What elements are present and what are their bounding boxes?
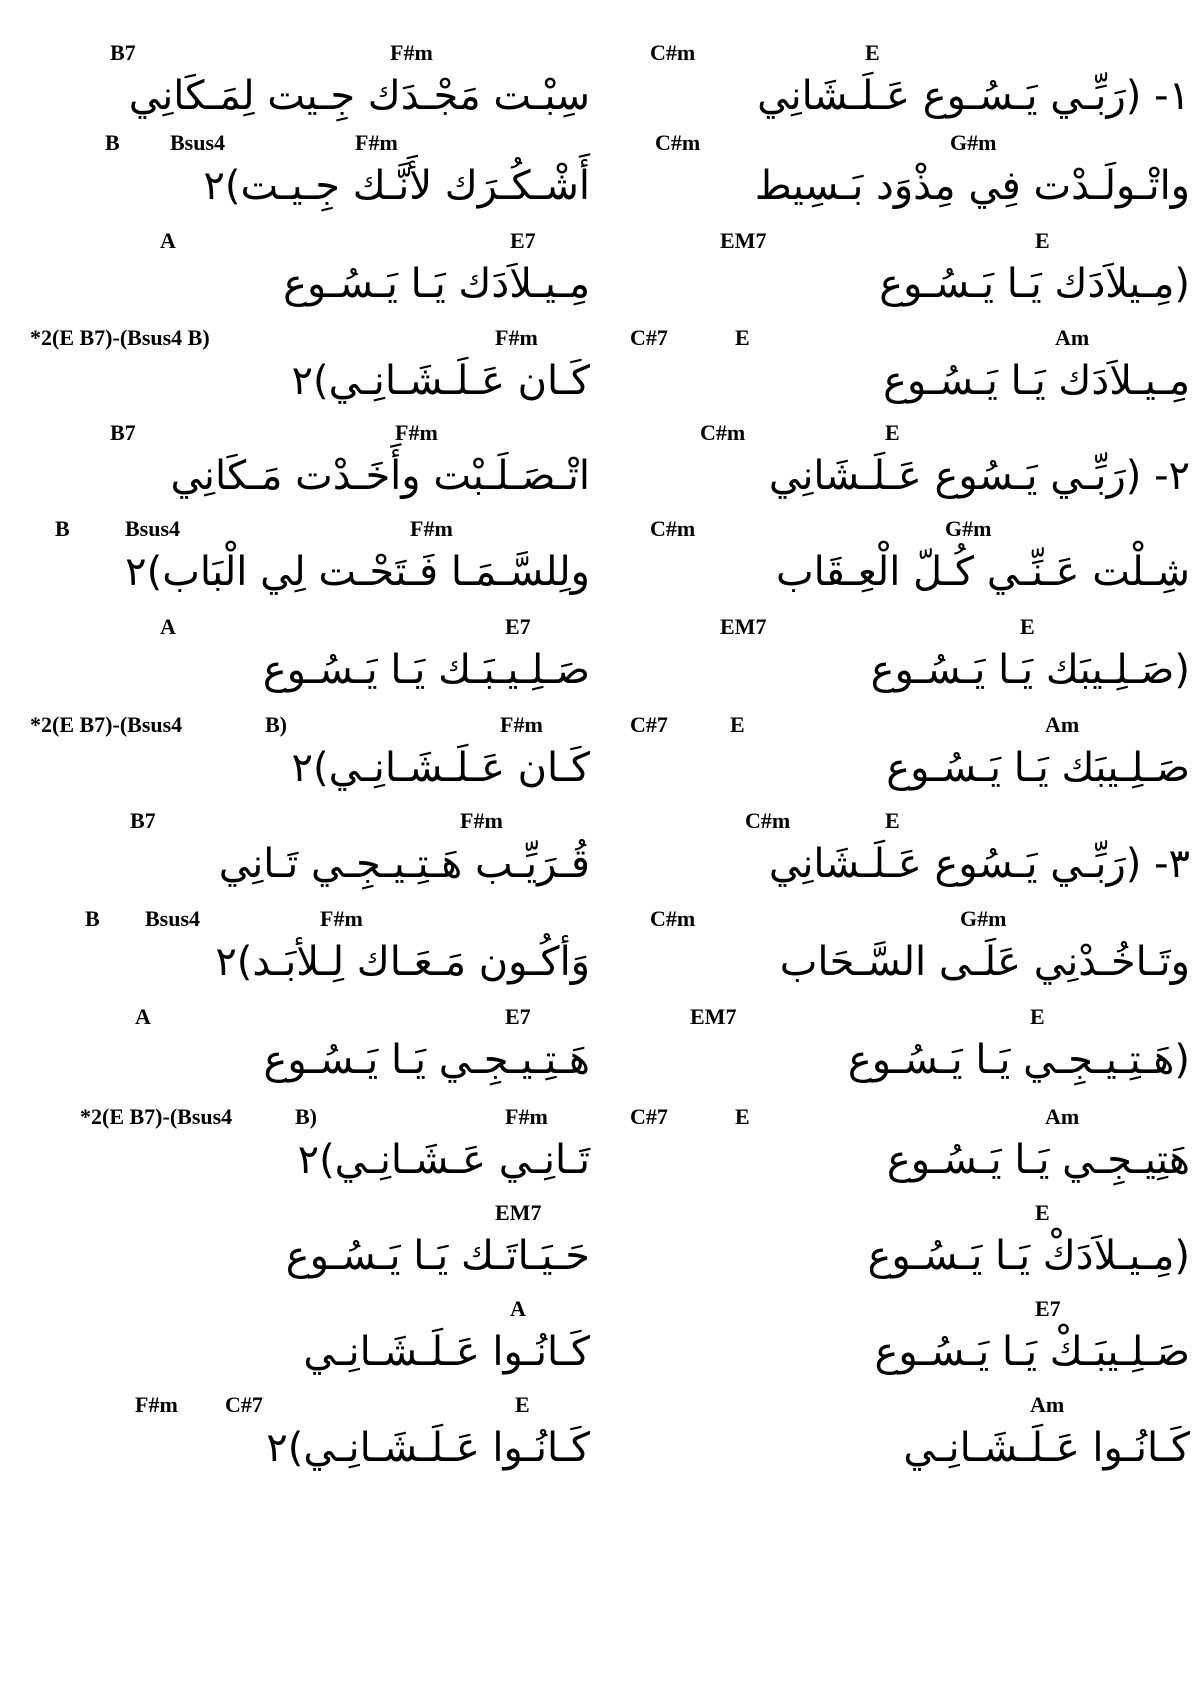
lyric-text: شِـلْت عَـنِّـي كُـلّ الْعِـقَاب bbox=[775, 549, 1190, 595]
chord-label: EM7 bbox=[495, 1200, 542, 1225]
chord-row bbox=[30, 325, 590, 355]
chord-row bbox=[630, 40, 1190, 70]
lyric-line bbox=[30, 614, 590, 704]
chord-row bbox=[630, 325, 1190, 355]
lyric-line bbox=[30, 906, 590, 996]
lyric-text: كَـانُـوا عَـلَـشَـانِـي bbox=[303, 1329, 590, 1375]
chord-label: F#m bbox=[135, 1392, 178, 1417]
lyric-line bbox=[30, 1392, 590, 1482]
chord-row bbox=[30, 1004, 590, 1034]
chord-row bbox=[630, 228, 1190, 258]
chord-label: C#m bbox=[650, 40, 696, 65]
lyric-text: قُـرَيِّـب هَـتِـيـجِـي تَـانِي bbox=[218, 841, 590, 887]
chord-label: C#m bbox=[650, 516, 696, 541]
left-column bbox=[30, 0, 590, 1691]
lyric-line bbox=[630, 712, 1190, 802]
lyric-line bbox=[630, 516, 1190, 606]
chord-label: B7 bbox=[130, 808, 156, 833]
lyric-text: (مِـيلاَدَك يَـا يَـسُـوع bbox=[879, 261, 1190, 307]
chord-label: E bbox=[515, 1392, 530, 1417]
chord-label: E bbox=[735, 1104, 750, 1129]
lyric-text: ١- (رَبِّـي يَـسُـوع عَـلَـشَانِي bbox=[757, 73, 1190, 119]
chord-label: Am bbox=[1045, 712, 1080, 737]
lyric-line bbox=[30, 130, 590, 220]
lyric-text: ٣- (رَبِّـي يَـسُوع عَـلَـشَانِي bbox=[768, 841, 1190, 887]
chord-row bbox=[30, 1296, 590, 1326]
chord-label: E bbox=[1035, 228, 1050, 253]
chord-label: F#m bbox=[410, 516, 453, 541]
chord-label: B) bbox=[295, 1104, 317, 1129]
chord-row bbox=[630, 1296, 1190, 1326]
chord-label: C#7 bbox=[630, 325, 668, 350]
chord-row bbox=[30, 40, 590, 70]
right-column bbox=[630, 0, 1190, 1691]
lyric-text: تَـانِـي عَـشَـانِـي)٢ bbox=[297, 1137, 590, 1183]
chord-row bbox=[630, 712, 1190, 742]
lyric-text: وَأكُـون مَـعَـاك لِـلأبَـد)٢ bbox=[215, 939, 590, 985]
chord-row bbox=[30, 614, 590, 644]
chord-label: E bbox=[1035, 1200, 1050, 1225]
lyric-line bbox=[630, 906, 1190, 996]
chord-label: C#m bbox=[655, 130, 701, 155]
chord-label: G#m bbox=[945, 516, 992, 541]
lyric-line bbox=[30, 712, 590, 802]
lyric-text: صَـلِـيبَـكْ يَـا يَـسُـوع bbox=[874, 1329, 1190, 1375]
chord-row bbox=[30, 516, 590, 546]
chord-label: E bbox=[1020, 614, 1035, 639]
chord-row bbox=[630, 420, 1190, 450]
lyric-text: كَـان عَـلَـشَـانِـي)٢ bbox=[291, 358, 590, 404]
chord-label: F#m bbox=[460, 808, 503, 833]
lyric-line bbox=[30, 808, 590, 898]
chord-label: B bbox=[105, 130, 120, 155]
chord-row bbox=[30, 712, 590, 742]
lyric-line bbox=[630, 1104, 1190, 1194]
lyric-text: أَشْـكُـرَك لأَنَّـك جِـيـت)٢ bbox=[203, 163, 590, 209]
lyric-text: مِـيـلاَدَك يَـا يَـسُـوع bbox=[883, 358, 1190, 404]
chord-row bbox=[30, 906, 590, 936]
chord-label: A bbox=[160, 614, 176, 639]
chord-label: G#m bbox=[950, 130, 997, 155]
chord-label: B7 bbox=[110, 40, 136, 65]
chord-label: *2(E B7)-(Bsus4 bbox=[80, 1104, 233, 1129]
lyric-line bbox=[30, 228, 590, 318]
lyric-text: صَـلِـيبَك يَـا يَـسُـوع bbox=[886, 745, 1190, 791]
chord-label: F#m bbox=[500, 712, 543, 737]
chord-label: G#m bbox=[960, 906, 1007, 931]
lyric-line bbox=[630, 228, 1190, 318]
chord-label: C#m bbox=[650, 906, 696, 931]
chord-label: E bbox=[730, 712, 745, 737]
chord-row bbox=[630, 1104, 1190, 1134]
lyric-line bbox=[630, 420, 1190, 510]
chord-label: Bsus4 bbox=[145, 906, 201, 931]
chord-label: Bsus4 bbox=[125, 516, 181, 541]
chord-row bbox=[30, 808, 590, 838]
chord-label: Am bbox=[1045, 1104, 1080, 1129]
chord-label: C#m bbox=[745, 808, 791, 833]
chord-row bbox=[30, 1392, 590, 1422]
chord-label: Am bbox=[1030, 1392, 1065, 1417]
chord-label: F#m bbox=[355, 130, 398, 155]
chord-label: F#m bbox=[390, 40, 433, 65]
chord-label: E bbox=[735, 325, 750, 350]
lyric-line bbox=[30, 1296, 590, 1386]
lyric-line bbox=[30, 1104, 590, 1194]
lyric-text: كَـانُـوا عَـلَـشَـانِـي)٢ bbox=[266, 1425, 590, 1471]
chord-row bbox=[30, 1104, 590, 1134]
chord-label: B bbox=[85, 906, 100, 931]
lyric-line bbox=[630, 1200, 1190, 1290]
lyric-text: (مِـيـلاَدَكْ يَـا يَـسُـوع bbox=[867, 1233, 1190, 1279]
chord-label: *2(E B7)-(Bsus4 bbox=[30, 712, 183, 737]
chord-row bbox=[630, 1004, 1190, 1034]
lyric-text: كَـانُـوا عَـلَـشَـانِـي bbox=[903, 1425, 1190, 1471]
lyric-text: هَـتِـيـجِـي يَـا يَـسُـوع bbox=[263, 1037, 590, 1083]
lyric-line bbox=[630, 808, 1190, 898]
lyric-text: اتْـصَـلَـبْت وأَخَـدْت مَـكَانِي bbox=[170, 453, 590, 499]
chord-label: B7 bbox=[110, 420, 136, 445]
chord-label: Am bbox=[1055, 325, 1090, 350]
chord-label: B bbox=[55, 516, 70, 541]
chord-row bbox=[30, 1200, 590, 1230]
lyric-line bbox=[630, 130, 1190, 220]
chord-label: E7 bbox=[1035, 1296, 1061, 1321]
chord-label: Bsus4 bbox=[170, 130, 226, 155]
lyric-text: ولِلسَّـمَـا فَـتَحْـت لِي الْبَاب)٢ bbox=[125, 549, 590, 595]
lyric-text: وتَـاخُـدْنِي عَلَـى السَّـحَاب bbox=[779, 939, 1190, 985]
chord-label: EM7 bbox=[720, 228, 767, 253]
chord-label: C#7 bbox=[630, 1104, 668, 1129]
lyric-line bbox=[630, 325, 1190, 415]
lyric-line bbox=[30, 40, 590, 130]
chord-row bbox=[630, 516, 1190, 546]
chord-label: C#7 bbox=[225, 1392, 263, 1417]
chord-label: E7 bbox=[505, 614, 531, 639]
chord-row bbox=[630, 906, 1190, 936]
lyric-text: (صَـلِـيبَك يَـا يَـسُـوع bbox=[870, 647, 1190, 693]
lyric-text: سِبْـت مَجْـدَك جِـيت لِمَـكَانِي bbox=[128, 73, 590, 119]
chord-label: A bbox=[135, 1004, 151, 1029]
chord-label: F#m bbox=[495, 325, 538, 350]
chord-label: B) bbox=[265, 712, 287, 737]
chord-row bbox=[630, 130, 1190, 160]
chord-label: E bbox=[885, 420, 900, 445]
lyric-text: مِـيـلاَدَك يَـا يَـسُـوع bbox=[283, 261, 590, 307]
chord-label: F#m bbox=[395, 420, 438, 445]
chord-label: EM7 bbox=[690, 1004, 737, 1029]
chord-label: E bbox=[885, 808, 900, 833]
lyric-line bbox=[30, 420, 590, 510]
lyric-text: صَـلِـيـبَـك يَـا يَـسُـوع bbox=[262, 647, 590, 693]
chord-label: A bbox=[510, 1296, 526, 1321]
chord-label: C#m bbox=[700, 420, 746, 445]
lyric-line bbox=[30, 1200, 590, 1290]
chord-label: E7 bbox=[510, 228, 536, 253]
lyric-line bbox=[630, 1392, 1190, 1482]
lyric-line bbox=[630, 1004, 1190, 1094]
lyric-line bbox=[630, 614, 1190, 704]
lyric-text: كَـان عَـلَـشَـانِـي)٢ bbox=[291, 745, 590, 791]
chord-label: A bbox=[160, 228, 176, 253]
lyric-line bbox=[30, 516, 590, 606]
lyric-line bbox=[30, 325, 590, 415]
lyric-line bbox=[630, 1296, 1190, 1386]
lyric-text: حَـيَـاتَـك يَـا يَـسُـوع bbox=[285, 1233, 590, 1279]
lyric-text: ٢- (رَبِّـي يَـسُوع عَـلَـشَانِي bbox=[768, 453, 1190, 499]
chord-label: EM7 bbox=[720, 614, 767, 639]
chord-label: F#m bbox=[320, 906, 363, 931]
lyric-text: (هَـتِـيـجِـي يَـا يَـسُـوع bbox=[847, 1037, 1190, 1083]
chord-row bbox=[630, 614, 1190, 644]
chord-label: E bbox=[865, 40, 880, 65]
chord-label: C#7 bbox=[630, 712, 668, 737]
chord-row bbox=[630, 1200, 1190, 1230]
chord-label: E7 bbox=[505, 1004, 531, 1029]
lyric-line bbox=[30, 1004, 590, 1094]
lyric-text: هَتِيـجِـي يَـا يَـسُـوع bbox=[886, 1137, 1190, 1183]
chord-row bbox=[30, 228, 590, 258]
chord-row bbox=[30, 130, 590, 160]
lyric-text: واتْـولَـدْت فِي مِذْوَد بَـسِيط bbox=[754, 163, 1190, 209]
chord-label: E bbox=[1030, 1004, 1045, 1029]
chord-row bbox=[630, 808, 1190, 838]
chord-label: F#m bbox=[505, 1104, 548, 1129]
lyric-line bbox=[630, 40, 1190, 130]
chord-row bbox=[630, 1392, 1190, 1422]
chord-label: *2(E B7)-(Bsus4 B) bbox=[30, 325, 210, 350]
chord-row bbox=[30, 420, 590, 450]
